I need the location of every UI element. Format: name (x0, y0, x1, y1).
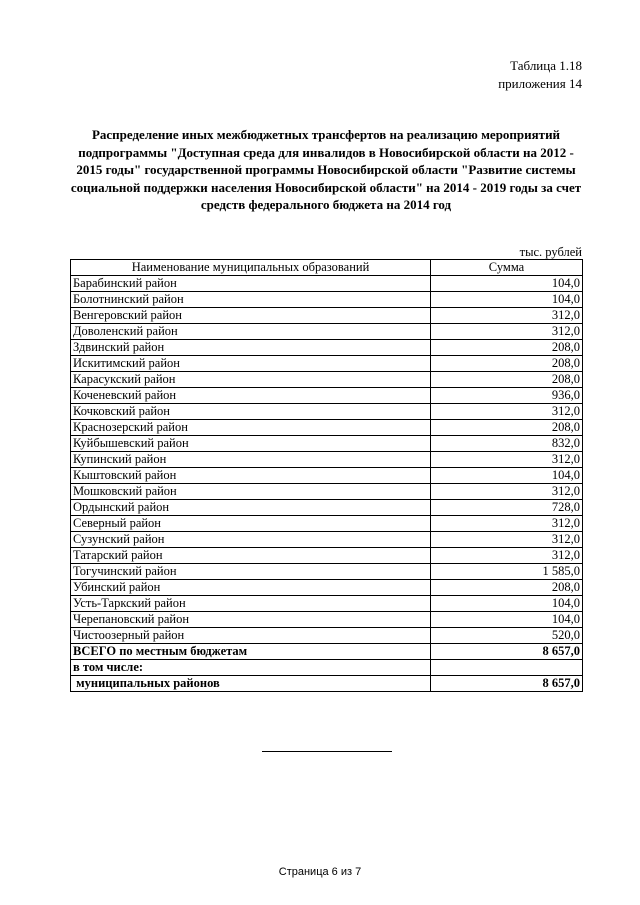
amount (431, 660, 583, 676)
municipality-name: ВСЕГО по местным бюджетам (71, 644, 431, 660)
amount: 312,0 (431, 548, 583, 564)
amount: 208,0 (431, 372, 583, 388)
municipality-name: Купинский район (71, 452, 431, 468)
appendix-reference: приложения 14 (498, 76, 582, 91)
table-row (71, 372, 583, 388)
table-row (71, 356, 583, 372)
table-row (71, 324, 583, 340)
amount: 8 657,0 (431, 644, 583, 660)
table-row (71, 500, 583, 516)
amount: 520,0 (431, 628, 583, 644)
column-header-sum: Сумма (431, 260, 583, 276)
amount: 208,0 (431, 340, 583, 356)
amount: 312,0 (431, 532, 583, 548)
page-number: Страница 6 из 7 (278, 866, 362, 878)
amount: 104,0 (431, 276, 583, 292)
amount: 1 585,0 (431, 564, 583, 580)
municipality-name: Чистоозерный район (71, 628, 431, 644)
table-header-row (71, 260, 583, 276)
divider-line (262, 751, 392, 752)
municipality-name: Карасукский район (71, 372, 431, 388)
table-row (71, 660, 583, 676)
municipality-name: Коченевский район (71, 388, 431, 404)
municipality-name: Искитимский район (71, 356, 431, 372)
table-row (71, 388, 583, 404)
amount: 208,0 (431, 580, 583, 596)
municipality-name: Куйбышевский район (71, 436, 431, 452)
table-row (71, 564, 583, 580)
municipality-name: Усть-Таркский район (71, 596, 431, 612)
document-title: Распределение иных межбюджетных трансфертов на реализацию мероприятий подпрограммы "Доступная среда для инвалидов в Новосибирской области на 2012 - 2015 годы" государственной программы Новосибирской области "Развитие системы социальной поддержки населения Новосибирской области" на 2014 - 2019 годы за счет средств федерального бюджета на 2014 год (70, 127, 582, 212)
table-row (71, 452, 583, 468)
municipality-name: Венгеровский район (71, 308, 431, 324)
municipality-name: Убинский район (71, 580, 431, 596)
allocation-table (70, 259, 583, 692)
amount: 208,0 (431, 356, 583, 372)
amount: 312,0 (431, 452, 583, 468)
table-row (71, 468, 583, 484)
municipality-name: Здвинский район (71, 340, 431, 356)
municipality-name: Кочковский район (71, 404, 431, 420)
table-row (71, 484, 583, 500)
amount: 312,0 (431, 516, 583, 532)
amount: 104,0 (431, 596, 583, 612)
table-row (71, 276, 583, 292)
table-row (71, 548, 583, 564)
amount: 104,0 (431, 468, 583, 484)
amount: 208,0 (431, 420, 583, 436)
amount: 312,0 (431, 484, 583, 500)
table-row (71, 516, 583, 532)
municipality-name: Сузунский район (71, 532, 431, 548)
table-row (71, 308, 583, 324)
table-row (71, 436, 583, 452)
table-row (71, 404, 583, 420)
municipality-name: Барабинский район (71, 276, 431, 292)
amount: 104,0 (431, 292, 583, 308)
table-row (71, 644, 583, 660)
table-row (71, 420, 583, 436)
municipality-name: Краснозерский район (71, 420, 431, 436)
column-header-name: Наименование муниципальных образований (71, 260, 431, 276)
units-label: тыс. рублей (519, 245, 582, 259)
table-row (71, 676, 583, 692)
amount: 8 657,0 (431, 676, 583, 692)
table-row (71, 532, 583, 548)
table-row (71, 340, 583, 356)
amount: 832,0 (431, 436, 583, 452)
table-row (71, 628, 583, 644)
municipality-name: Болотнинский район (71, 292, 431, 308)
table-row (71, 580, 583, 596)
municipality-name: Черепановский район (71, 612, 431, 628)
municipality-name: Тогучинский район (71, 564, 431, 580)
table-row (71, 292, 583, 308)
amount: 936,0 (431, 388, 583, 404)
municipality-name: Ордынский район (71, 500, 431, 516)
municipality-name: Мошковский район (71, 484, 431, 500)
amount: 312,0 (431, 404, 583, 420)
municipality-name: в том числе: (71, 660, 431, 676)
municipality-name: Татарский район (71, 548, 431, 564)
municipality-name: муниципальных районов (71, 676, 431, 692)
table-reference: Таблица 1.18 (510, 58, 582, 73)
municipality-name: Кыштовский район (71, 468, 431, 484)
table-row (71, 596, 583, 612)
amount: 104,0 (431, 612, 583, 628)
table-row (71, 612, 583, 628)
municipality-name: Доволенский район (71, 324, 431, 340)
amount: 728,0 (431, 500, 583, 516)
amount: 312,0 (431, 308, 583, 324)
amount: 312,0 (431, 324, 583, 340)
municipality-name: Северный район (71, 516, 431, 532)
